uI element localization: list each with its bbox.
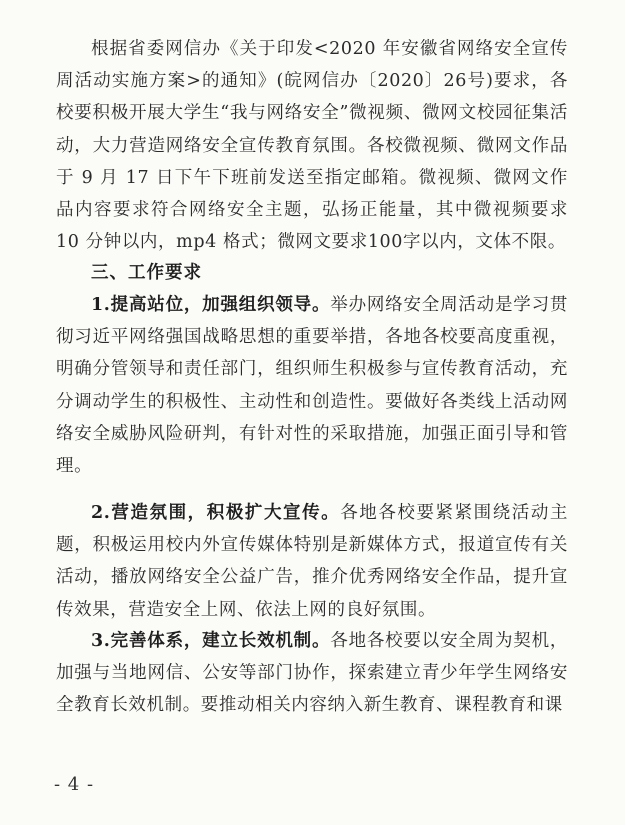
paragraph-campaign-requirements [56,33,568,258]
paragraph-lead: 3.完善体系，建立长效机制。 [91,631,331,651]
paragraph-organization-leadership [56,289,568,482]
page-number: - 4 - [54,774,95,795]
paragraph-text: 各地各校要紧紧围绕活动主题，积极运用校内外宣传媒体特别是新媒体方式，报道宣传有关活动，播放网络安全公益广告，推介优秀网络安全作品，提升宣传效果，营造安全上网、依法上网的良好氛围。 [56,503,569,620]
paragraph-lead: 2.营造氛围，积极扩大宣传。 [91,503,341,523]
paragraph-publicity [56,497,568,626]
section-heading: 三、工作要求 [91,263,202,283]
paragraph-text: 举办网络安全周活动是学习贯彻习近平网络强国战略思想的重要举措，各地各校要高度重视，明确分管领导和责任部门，组织师生积极参与宣传教育活动，充分调动学生的积极性、主动性和创造性。要做好各类线上活动网络安全威胁风险研判，有针对性的采取措施，加强正面引导和管理。 [56,295,568,477]
paragraph-lead: 1.提高站位，加强组织领导。 [91,295,331,315]
paragraph-text: 根据省委网信办《关于印发<2020 年安徽省网络安全宣传周活动实施方案>的通知》(皖网信办〔2020〕26号)要求，各校要积极开展大学生“我与网络安全”微视频、微网文校园征集活动，大力营造网络安全宣传教育氛围。各校微视频、微网文作品于 9 月 17 日下午下班前发送至指定邮箱。微视频、微网文作品内容要求符合网络安全主题，弘扬正能量，其中微视频要求 10 分钟以内，mp4 格式；微网文要求100字以内，文体不限。 [56,39,568,253]
paragraph-text: 各地各校要以安全周为契机，加强与当地网信、公安等部门协作，探索建立青少年学生网络安全教育长效机制。要推动相关内容纳入新生教育、课程教育和课 [56,631,568,716]
paragraph-long-term-mechanism [56,625,568,722]
